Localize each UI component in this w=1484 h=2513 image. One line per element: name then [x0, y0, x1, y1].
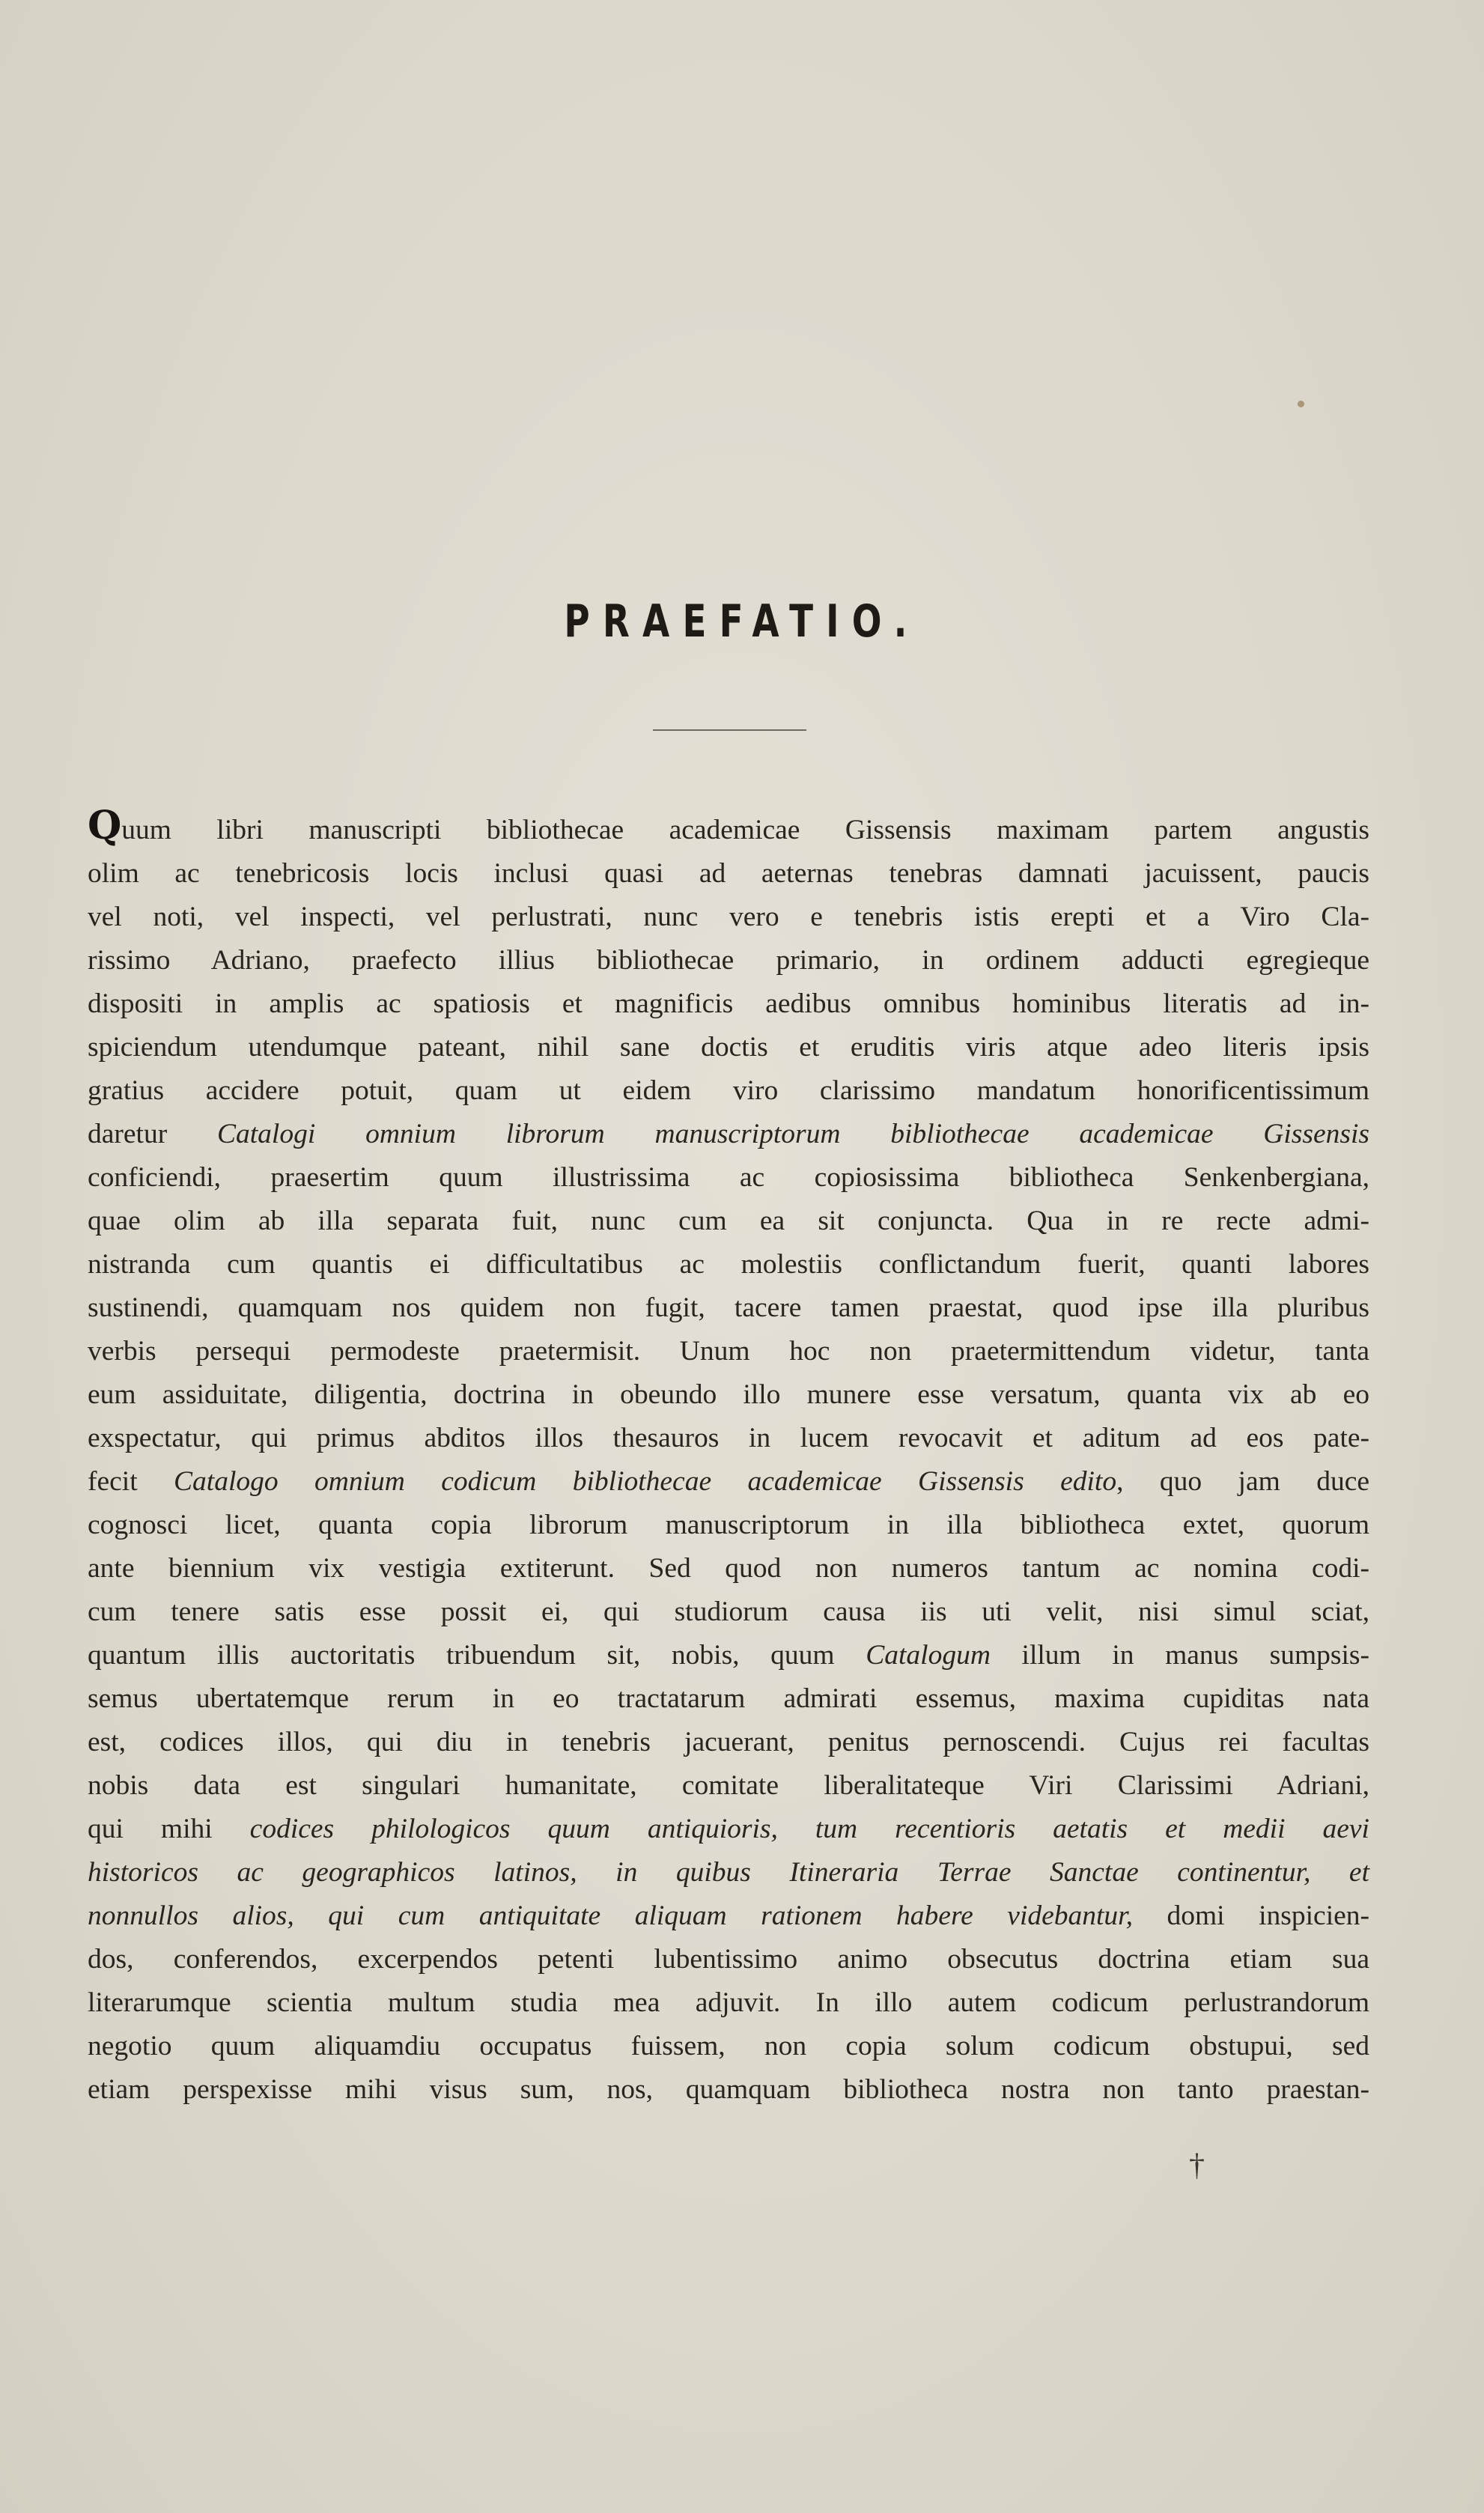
text-line: [88, 2068, 1369, 2112]
text-line: [88, 1113, 1369, 1156]
text-line: [88, 803, 1369, 852]
text-line: [88, 1069, 1369, 1113]
text-run: olim ac tenebricosis locis inclusi quasi ad aeternas tenebras damnati jacuissent, paucis: [88, 858, 1369, 889]
text-run: est, codices illos, qui diu in tenebris jacuerant, penitus pernoscendi. Cujus rei facultas: [88, 1727, 1369, 1757]
text-line: [88, 1286, 1369, 1330]
text-line: [88, 982, 1369, 1026]
text-run: daretur: [88, 1119, 217, 1149]
preface-body: [88, 803, 1370, 2112]
text-run: eum assiduitate, diligentia, doctrina in obeundo illo munere esse versatum, quanta vix ab eo: [88, 1379, 1369, 1410]
text-line: [88, 1938, 1369, 1981]
text-run: gratius accidere potuit, quam ut eidem viro clarissimo mandatum honorificentissimum: [88, 1075, 1369, 1106]
text-run: illum in manus sumpsis-: [990, 1640, 1370, 1671]
text-run: uum libri manuscripti bibliothecae academicae Gissensis maximam partem angustis: [121, 815, 1369, 845]
text-line: [88, 1808, 1369, 1851]
text-run: exspectatur, qui primus abditos illos thesauros in lucem revocavit et aditum ad eos pate-: [88, 1423, 1369, 1453]
text-line: [88, 1200, 1369, 1243]
text-line: [88, 1460, 1369, 1504]
text-run: domi inspicien-: [1133, 1900, 1369, 1931]
italic-title-text: Catalogo omnium codicum bibliothecae academicae Gissensis edito: [174, 1466, 1117, 1497]
text-run: spiciendum utendumque pateant, nihil sane doctis et eruditis viris atque adeo literis ipsis: [88, 1032, 1369, 1063]
text-line: [88, 1373, 1369, 1417]
signature-mark: †: [1189, 2148, 1205, 2183]
text-line: [88, 1590, 1369, 1634]
text-line: [88, 939, 1369, 982]
text-run: rissimo Adriano, praefecto illius bibliothecae primario, in ordinem adducti egregieque: [88, 945, 1369, 976]
italic-title-text: historicos ac geographicos latinos, in quibus Itineraria Terrae Sanctae continentur, et: [88, 1857, 1369, 1888]
text-run: vel noti, vel inspecti, vel perlustrati, nunc vero e tenebris istis erepti et a Viro Cla-: [88, 902, 1369, 932]
text-line: [88, 1547, 1369, 1590]
paper-speck: [1298, 401, 1304, 407]
text-run: semus ubertatemque rerum in eo tractatarum admirati essemus, maxima cupiditas nata: [88, 1683, 1369, 1714]
text-run: nistranda cum quantis ei difficultatibus ac molestiis conflictandum fuerit, quanti labores: [88, 1249, 1369, 1280]
text-line: [88, 1894, 1369, 1938]
text-run: quae olim ab illa separata fuit, nunc cum ea sit conjuncta. Qua in re recte admi-: [88, 1206, 1369, 1236]
text-line: [88, 1156, 1369, 1200]
text-run: cognosci licet, quanta copia librorum manuscriptorum in illa bibliotheca extet, quorum: [88, 1510, 1369, 1540]
text-run: dos, conferendos, excerpendos petenti lubentissimo animo obsecutus doctrina etiam sua: [88, 1944, 1369, 1975]
text-line: [88, 1417, 1369, 1460]
text-line: [88, 2025, 1369, 2068]
text-line: [88, 1851, 1369, 1894]
text-run: negotio quum aliquamdiu occupatus fuissem, non copia solum codicum obstupui, sed: [88, 2031, 1369, 2061]
text-run: etiam perspexisse mihi visus sum, nos, quamquam bibliotheca nostra non tanto praestan-: [88, 2074, 1369, 2105]
text-run: cum tenere satis esse possit ei, qui studiorum causa iis uti velit, nisi simul sciat,: [88, 1596, 1369, 1627]
text-line: [88, 1504, 1369, 1547]
italic-title-text: Catalogi omnium librorum manuscriptorum bibliothecae academicae Gissensis: [217, 1119, 1369, 1149]
italic-title-text: codices philologicos quum antiquioris, tum recentioris aetatis et medii aevi: [249, 1814, 1369, 1844]
text-run: quantum illis auctoritatis tribuendum sit, nobis, quum: [88, 1640, 866, 1671]
italic-title-text: nonnullos alios, qui cum antiquitate aliquam rationem habere videbantur,: [88, 1900, 1133, 1931]
text-line: [88, 1764, 1369, 1808]
text-line: [88, 852, 1369, 896]
text-run: conficiendi, praesertim quum illustrissima ac copiosissima bibliotheca Senkenbergiana,: [88, 1162, 1369, 1193]
text-run: fecit: [88, 1466, 174, 1497]
text-line: [88, 1634, 1369, 1677]
text-run: verbis persequi permodeste praetermisit. Unum hoc non praetermittendum videtur, tanta: [88, 1336, 1369, 1367]
text-run: nobis data est singulari humanitate, comitate liberalitateque Viri Clarissimi Adriani,: [88, 1770, 1369, 1801]
text-line: [88, 1721, 1369, 1764]
page-title: PRAEFATIO.: [564, 595, 920, 648]
text-run: qui mihi: [88, 1814, 250, 1844]
text-run: dispositi in amplis ac spatiosis et magnificis aedibus omnibus hominibus literatis ad in-: [88, 988, 1369, 1019]
text-line: [88, 1026, 1369, 1069]
text-line: [88, 1330, 1369, 1373]
text-run: literarumque scientia multum studia mea adjuvit. In illo autem codicum perlustrandorum: [88, 1987, 1369, 2018]
drop-cap: Q: [88, 803, 122, 848]
text-line: [88, 1981, 1369, 2025]
title-rule: [653, 729, 806, 731]
italic-title-text: Catalogum: [866, 1640, 991, 1671]
text-run: ante biennium vix vestigia extiterunt. Sed quod non numeros tantum ac nomina codi-: [88, 1553, 1369, 1584]
text-line: [88, 896, 1369, 939]
text-run: sustinendi, quamquam nos quidem non fugit, tacere tamen praestat, quod ipse illa pluribus: [88, 1292, 1369, 1323]
text-line: [88, 1243, 1369, 1286]
text-line: [88, 1677, 1369, 1721]
text-run: , quo jam duce: [1116, 1466, 1369, 1497]
